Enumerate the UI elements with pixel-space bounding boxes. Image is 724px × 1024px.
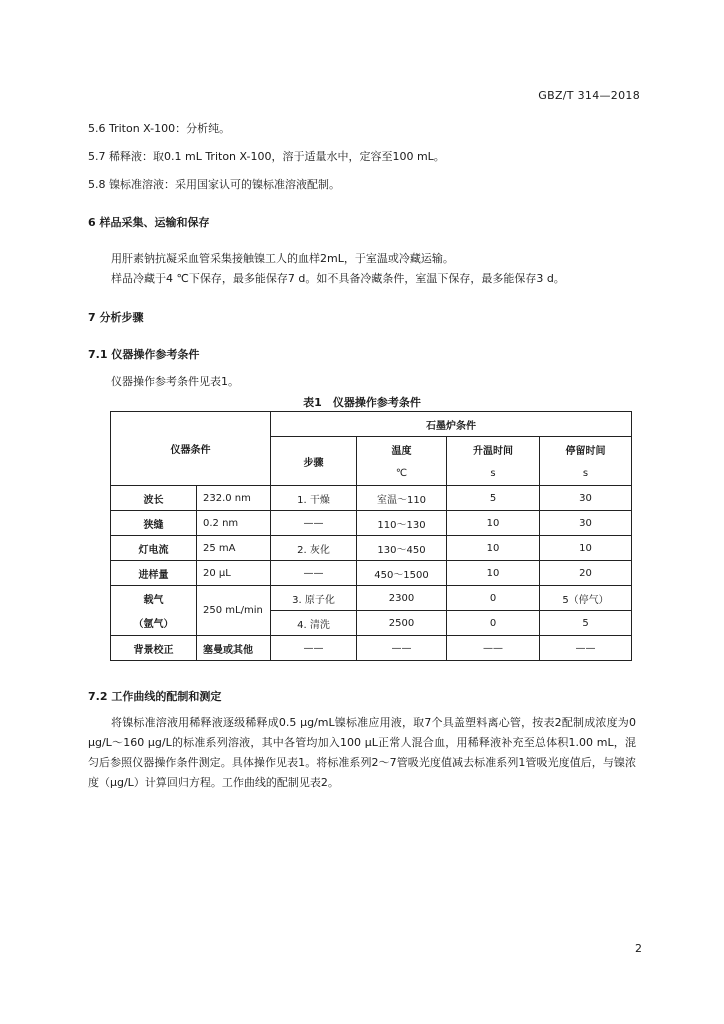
param-cell: 波长 — [111, 486, 197, 511]
instrument-conditions-table — [110, 411, 632, 661]
ramp-cell: 10 — [447, 536, 540, 561]
section-5-6: 5.6 Triton X-100：分析纯。 — [88, 122, 231, 135]
table-row — [111, 636, 632, 661]
temp-cell: 室温～110 — [357, 486, 447, 511]
step-cell: —— — [271, 511, 357, 536]
step-cell: 1. 干燥 — [271, 486, 357, 511]
param-cell: 灯电流 — [111, 536, 197, 561]
temp-cell: 130～450 — [357, 536, 447, 561]
table-row — [111, 611, 632, 636]
step-cell: 2. 灰化 — [271, 536, 357, 561]
section-6-heading: 6 样品采集、运输和保存 — [88, 216, 210, 229]
temp-header: 温度 — [357, 437, 447, 462]
table-row — [111, 561, 632, 586]
standard-code: GBZ/T 314—2018 — [538, 89, 640, 102]
section-6-para-2: 样品冷藏于4 ℃下保存，最多能保存7 d。如不具备冷藏条件，室温下保存，最多能保存3 d。 — [111, 272, 565, 285]
furnace-conditions-header: 石墨炉条件 — [271, 412, 632, 437]
step-cell: —— — [271, 636, 357, 661]
param-cell: 进样量 — [111, 561, 197, 586]
section-5-8: 5.8 镍标准溶液：采用国家认可的镍标准溶液配制。 — [88, 178, 340, 191]
ramp-cell: —— — [447, 636, 540, 661]
ramp-unit: s — [447, 461, 540, 486]
temp-cell: —— — [357, 636, 447, 661]
value-cell: 232.0 nm — [197, 486, 271, 511]
param-cell: 背景校正 — [111, 636, 197, 661]
ramp-cell: 5 — [447, 486, 540, 511]
temp-unit: ℃ — [357, 461, 447, 486]
ramp-cell: 0 — [447, 611, 540, 636]
table-row — [111, 486, 632, 511]
ramp-cell: 10 — [447, 511, 540, 536]
section-6-para-1: 用肝素钠抗凝采血管采集接触镍工人的血样2mL，于室温或冷藏运输。 — [111, 252, 454, 265]
hold-cell: 5 — [540, 611, 632, 636]
step-cell: 3. 原子化 — [271, 586, 357, 611]
table-1-caption: 表1 仪器操作参考条件 — [303, 396, 421, 409]
ramp-cell: 10 — [447, 561, 540, 586]
value-cell: 塞曼或其他 — [197, 636, 271, 661]
section-7-2-para: 将镍标准溶液用稀释液逐级稀释成0.5 μg/mL镍标准应用液，取7个具盖塑料离心管，按表2配制成浓度为0 μg/L～160 μg/L的标准系列溶液，其中各管均加入100 μL正常人混合血，用稀释液补充至总体积1.00 mL，混匀后参照仪器操作条件测定。具体操作见表1。将标准系列2～7管吸光度值减去标准系列1管吸光度值后，与镍浓度（μg/L）计算回归方程。工作曲线的配制见表2。 — [88, 716, 636, 789]
table-header-row-1 — [111, 412, 632, 437]
step-header: 步骤 — [271, 437, 357, 486]
value-cell: 250 mL/min — [197, 586, 271, 636]
value-cell: 20 μL — [197, 561, 271, 586]
hold-cell: 10 — [540, 536, 632, 561]
temp-cell: 110～130 — [357, 511, 447, 536]
hold-cell: 20 — [540, 561, 632, 586]
section-7-1-heading: 7.1 仪器操作参考条件 — [88, 348, 200, 361]
instrument-conditions-header: 仪器条件 — [111, 412, 271, 486]
temp-cell: 2300 — [357, 586, 447, 611]
hold-cell: 5（停气） — [540, 586, 632, 611]
value-cell: 0.2 nm — [197, 511, 271, 536]
temp-cell: 2500 — [357, 611, 447, 636]
step-cell: —— — [271, 561, 357, 586]
section-5-7: 5.7 稀释液：取0.1 mL Triton X-100，溶于适量水中，定容至100 mL。 — [88, 150, 445, 163]
param-cell: 载气 — [111, 586, 197, 611]
section-7-2-heading: 7.2 工作曲线的配制和测定 — [88, 690, 222, 703]
section-7-heading: 7 分析步骤 — [88, 311, 144, 324]
step-cell: 4. 清洗 — [271, 611, 357, 636]
hold-header: 停留时间 — [540, 437, 632, 462]
page-number: 2 — [635, 942, 642, 955]
temp-cell: 450～1500 — [357, 561, 447, 586]
table-row — [111, 586, 632, 611]
param-cell-cont: （氩气） — [111, 611, 197, 636]
section-7-1-para: 仪器操作参考条件见表1。 — [111, 375, 239, 388]
ramp-header: 升温时间 — [447, 437, 540, 462]
value-cell: 25 mA — [197, 536, 271, 561]
param-cell: 狭缝 — [111, 511, 197, 536]
table-row — [111, 511, 632, 536]
hold-cell: —— — [540, 636, 632, 661]
hold-unit: s — [540, 461, 632, 486]
table-row — [111, 536, 632, 561]
hold-cell: 30 — [540, 486, 632, 511]
ramp-cell: 0 — [447, 586, 540, 611]
hold-cell: 30 — [540, 511, 632, 536]
